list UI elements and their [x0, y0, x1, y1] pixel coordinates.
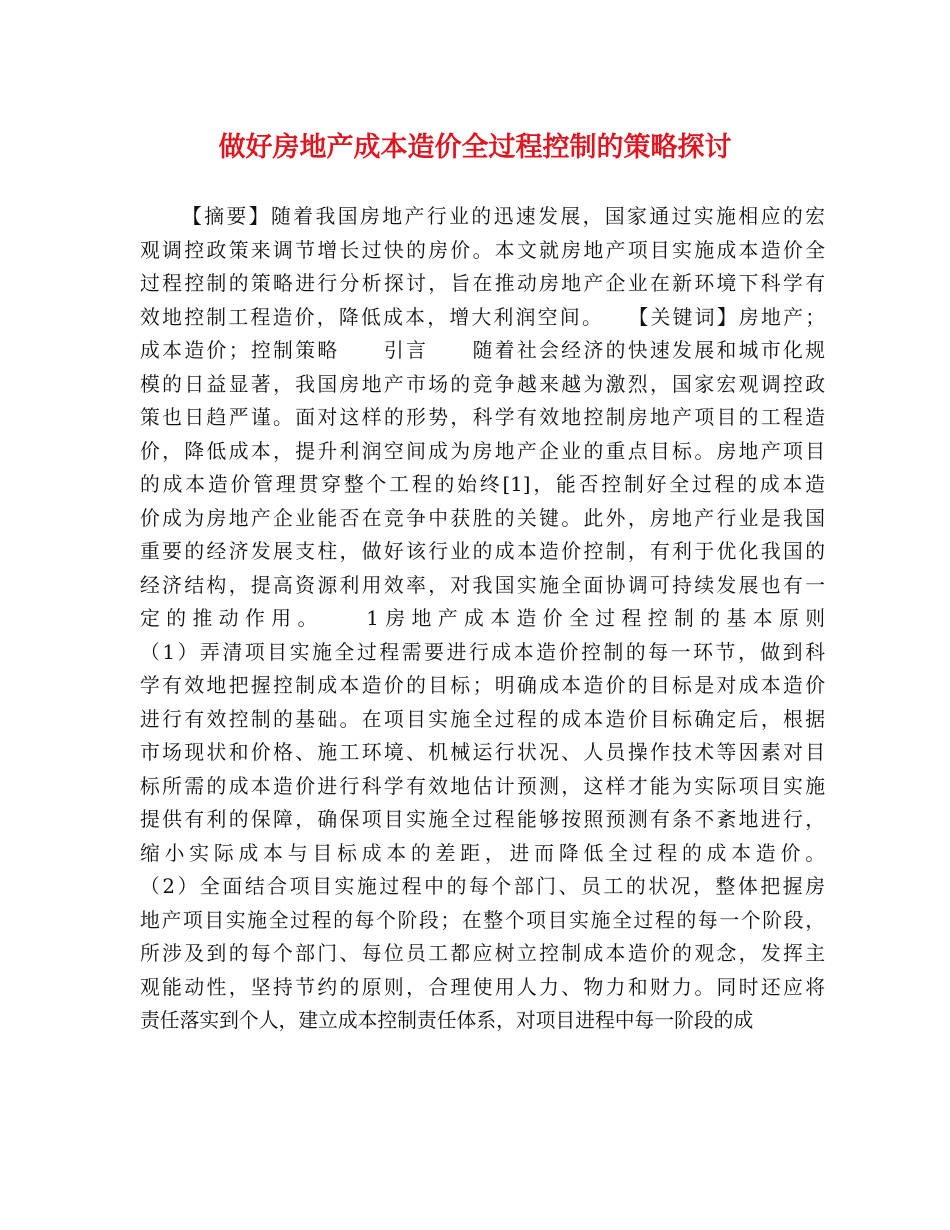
body-line: 观调控政策来调节增长过快的房价。本文就房地产项目实施成本造价全 [140, 238, 825, 262]
body-line: 学有效地把握控制成本造价的目标；明确成本造价的目标是对成本造价 [140, 674, 825, 697]
body-line: 成本造价；控制策略 引言 随着社会经济的快速发展和城市化规 [140, 339, 825, 362]
body-line: 地产项目实施全过程的每个阶段；在整个项目实施全过程的每一个阶段， [140, 908, 825, 932]
body-line: 缩小实际成本与目标成本的差距，进而降低全过程的成本造价。 [140, 841, 825, 865]
document-title: 做好房地产成本造价全过程控制的策略探讨 [218, 132, 732, 163]
body-line: 的成本造价管理贯穿整个工程的始终[1]，能否控制好全过程的成本造 [140, 473, 825, 496]
body-line: 提供有利的保障，确保项目实施全过程能够按照预测有条不紊地进行， [140, 808, 825, 831]
body-line: 重要的经济发展支柱，做好该行业的成本造价控制，有利于优化我国的 [140, 540, 825, 563]
body-line: 所涉及到的每个部门、每位员工都应树立控制成本造价的观念，发挥主 [140, 942, 825, 965]
body-line: 标所需的成本造价进行科学有效地估计预测，这样才能为实际项目实施 [140, 774, 825, 798]
body-line: 经济结构，提高资源利用效率，对我国实施全面协调可持续发展也有一 [140, 573, 825, 597]
body-line: 模的日益显著，我国房地产市场的竞争越来越为激烈，国家宏观调控政 [140, 372, 825, 396]
body-line: （1）弄清项目实施全过程需要进行成本造价控制的每一环节，做到科 [140, 640, 825, 664]
body-line: 观能动性，坚持节约的原则，合理使用人力、物力和财力。同时还应将 [140, 975, 825, 999]
body-line: 进行有效控制的基础。在项目实施全过程的成本造价目标确定后，根据 [140, 707, 825, 731]
body-line: 价，降低成本，提升利润空间成为房地产企业的重点目标。房地产项目 [140, 439, 825, 463]
body-line: 【摘要】随着我国房地产行业的迅速发展，国家通过实施相应的宏 [182, 205, 825, 228]
body-line: 责任落实到个人，建立成本控制责任体系，对项目进程中每一阶段的成 [140, 1009, 754, 1032]
body-line: 过程控制的策略进行分析探讨，旨在推动房地产企业在新环境下科学有 [140, 272, 825, 295]
document-body [140, 200, 825, 1038]
body-line: （2）全面结合项目实施过程中的每个部门、员工的状况，整体把握房 [140, 875, 825, 898]
body-line: 定的推动作用。 1房地产成本造价全过程控制的基本原则 [140, 607, 825, 630]
body-line: 市场现状和价格、施工环境、机械运行状况、人员操作技术等因素对目 [140, 741, 825, 764]
body-line: 价成为房地产企业能否在竞争中获胜的关键。此外，房地产行业是我国 [140, 506, 825, 530]
body-line: 策也日趋严谨。面对这样的形势，科学有效地控制房地产项目的工程造 [140, 406, 825, 429]
body-line: 效地控制工程造价，降低成本，增大利润空间。 【关键词】房地产； [140, 305, 825, 329]
